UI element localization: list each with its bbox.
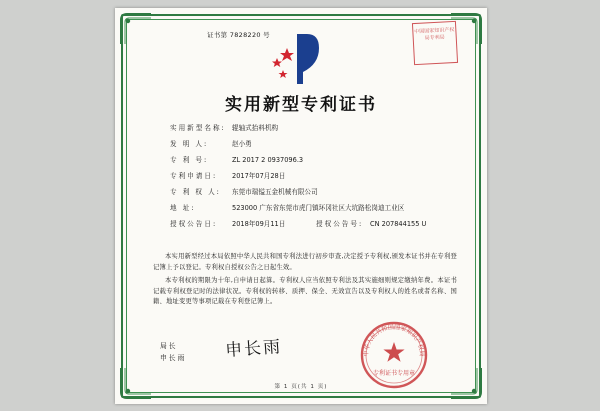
svg-text:中华人民共和国国家知识产权局: 中华人民共和国国家知识产权局	[362, 323, 426, 357]
certificate-page	[115, 8, 487, 404]
top-right-stamp: 中国国家知识产权局专利局	[412, 21, 458, 65]
patent-office-logo-icon	[263, 30, 339, 88]
svg-text:专利证书专用章: 专利证书专用章	[372, 370, 416, 377]
signature-label-line1: 局长	[160, 342, 178, 350]
field-row	[170, 140, 457, 150]
field-value: 2017年07月28日	[232, 172, 286, 180]
field-list	[170, 124, 457, 236]
page-title: 实用新型专利证书	[225, 95, 377, 115]
field-label: 授权公告号:	[316, 220, 364, 228]
page-footer: 第 1 页(共 1 页)	[274, 384, 328, 390]
field-row	[170, 124, 457, 134]
field-row	[170, 204, 457, 214]
corner-ornament-icon	[119, 12, 153, 46]
legal-body-text	[153, 252, 457, 311]
field-label: 专利申请日:	[170, 172, 218, 180]
field-value: 赵小勇	[232, 140, 252, 148]
field-row	[170, 188, 457, 198]
field-label: 实用新型名称:	[170, 124, 226, 132]
field-value: ZL 2017 2 0937096.3	[232, 156, 304, 164]
field-value: 523000 广东省东莞市虎门镇环冈社区大坑路松岗迪工业区	[232, 204, 405, 212]
field-label: 专 利 权 人:	[170, 188, 221, 196]
signature-label	[160, 340, 186, 364]
field-row	[170, 156, 457, 166]
field-label: 专 利 号:	[170, 156, 209, 164]
signature-label-line2: 申长雨	[160, 354, 187, 362]
field-row	[170, 220, 457, 230]
field-label: 地 址:	[170, 204, 196, 212]
field-row	[170, 172, 457, 182]
field-label: 发 明 人:	[170, 140, 209, 148]
official-round-seal	[359, 320, 429, 390]
field-value: 2018年09月11日	[232, 220, 286, 228]
field-value: CN 207844155 U	[370, 220, 427, 228]
certificate-number: 证书第 7828220 号	[207, 31, 270, 39]
handwritten-signature: 申长雨	[224, 337, 283, 361]
field-label: 授权公告日:	[170, 220, 218, 228]
field-value: 东莞市瑞镒五金机械有限公司	[232, 188, 318, 196]
body-paragraph: 本专利权的期限为十年,自申请日起算。专利权人应当依照专利法及其实施细则规定缴纳年费。本证书记载专利权登记时的法律状况。专利权的转移、质押、保全、无效宣告以及专利权人的姓名或者名称、国籍、地址变更等事项记载在专利登记簿上。	[153, 277, 457, 305]
field-value: 辊轴式抬料机构	[232, 124, 279, 132]
body-paragraph: 本实用新型经过本局依照中华人民共和国专利法进行初步审查,决定授予专利权,颁发本证书并在专利登记簿上予以登记。专利权自授权公告之日起生效。	[153, 253, 457, 271]
